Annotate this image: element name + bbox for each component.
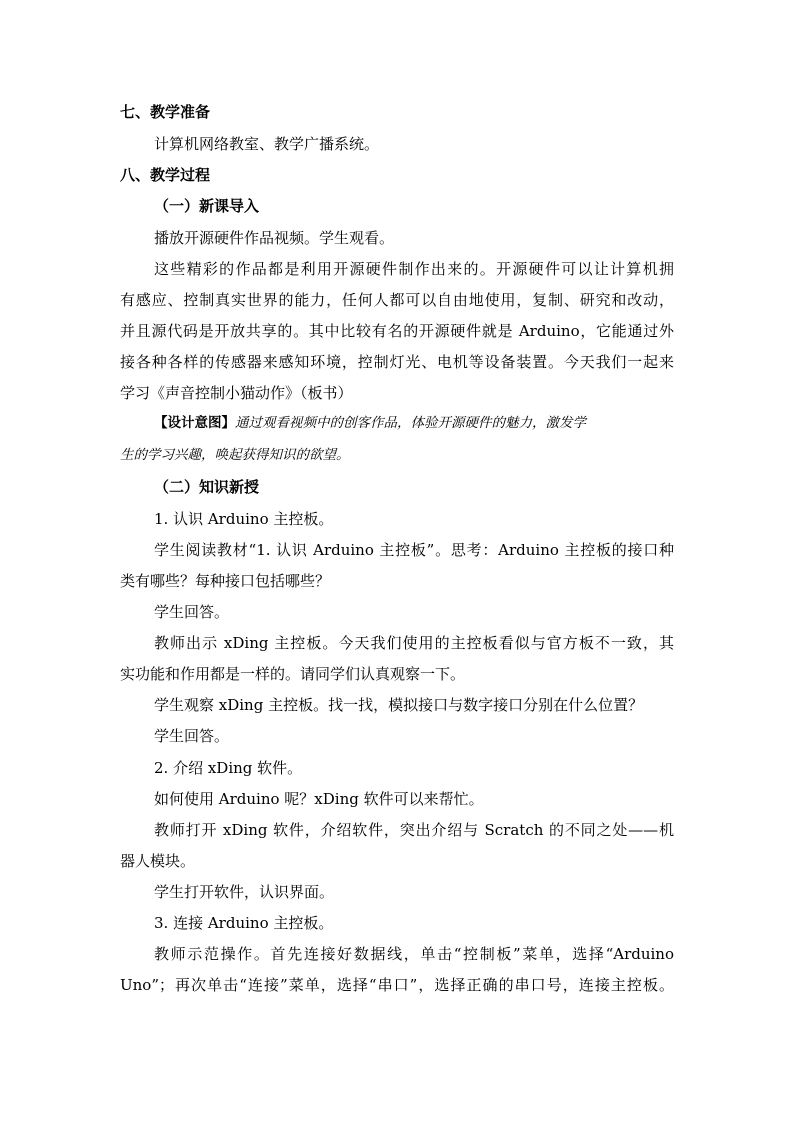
part-2-line-6: 实功能和作用都是一样的。请同学们认真观察一下。 (120, 665, 466, 683)
part-2-line-14: 3. 连接 Arduino 主控板。 (154, 914, 334, 932)
part-1-para-2-line-3: 并且源代码是开放共享的。其中比较有名的开源硬件就是 Arduino，它能通过外 (120, 322, 674, 340)
part-2-line-13: 学生打开软件，认识界面。 (154, 883, 335, 901)
part-1-heading: （一）新课导入 (154, 197, 260, 215)
part-2-line-12: 器人模块。 (120, 852, 196, 870)
part-2-line-8: 学生回答。 (154, 727, 230, 745)
section-7-heading: 七、教学准备 (120, 103, 211, 121)
design-intent-text-1: 通过观看视频中的创客作品，体验开源硬件的魅力，激发学 (235, 415, 586, 431)
part-2-line-4: 学生回答。 (154, 603, 230, 621)
part-2-line-15: 教师示范操作。首先连接好数据线，单击“控制板”菜单，选择“Arduino (154, 945, 674, 963)
design-intent-line-2: 生的学习兴趣，唤起获得知识的欲望。 (120, 447, 350, 463)
part-2-line-11: 教师打开 xDing 软件，介绍软件，突出介绍与 Scratch 的不同之处——机 (154, 821, 674, 839)
part-1-para-2-line-4: 接各种各样的传感器来感知环境，控制灯光、电机等设备装置。今天我们一起来 (120, 353, 674, 371)
part-1-para-2-line-2: 有感应、控制真实世界的能力，任何人都可以自由地使用，复制、研究和改动， (120, 291, 674, 309)
section-8-heading: 八、教学过程 (120, 166, 211, 184)
part-2-line-1: 1. 认识 Arduino 主控板。 (154, 510, 334, 528)
part-2-line-9: 2. 介绍 xDing 软件。 (154, 759, 303, 777)
design-intent-tag: 【设计意图】 (154, 415, 235, 431)
part-1-para-1: 播放开源硬件作品视频。学生观看。 (154, 229, 395, 247)
part-1-para-2-line-1: 这些精彩的作品都是利用开源硬件制作出来的。开源硬件可以让计算机拥 (154, 260, 674, 278)
part-2-line-10: 如何使用 Arduino 呢？xDing 软件可以来帮忙。 (154, 790, 484, 808)
part-2-line-7: 学生观察 xDing 主控板。找一找，模拟接口与数字接口分别在什么位置？ (154, 696, 644, 714)
section-7-content: 计算机网络教室、教学广播系统。 (154, 135, 380, 153)
part-2-heading: （二）知识新授 (154, 478, 260, 496)
part-2-line-2: 学生阅读教材“1. 认识 Arduino 主控板”。思考：Arduino 主控板的接口种 (154, 541, 674, 559)
part-2-line-3: 类有哪些？每种接口包括哪些？ (120, 572, 331, 590)
design-intent-line-1 (154, 413, 674, 433)
part-2-line-16: Uno”；再次单击“连接”菜单，选择“串口”，选择正确的串口号，连接主控板。 (120, 976, 674, 994)
part-1-para-2-line-5: 学习《声音控制小猫动作》（板书） (120, 384, 353, 402)
part-2-line-5: 教师出示 xDing 主控板。今天我们使用的主控板看似与官方板不一致，其 (154, 634, 674, 652)
